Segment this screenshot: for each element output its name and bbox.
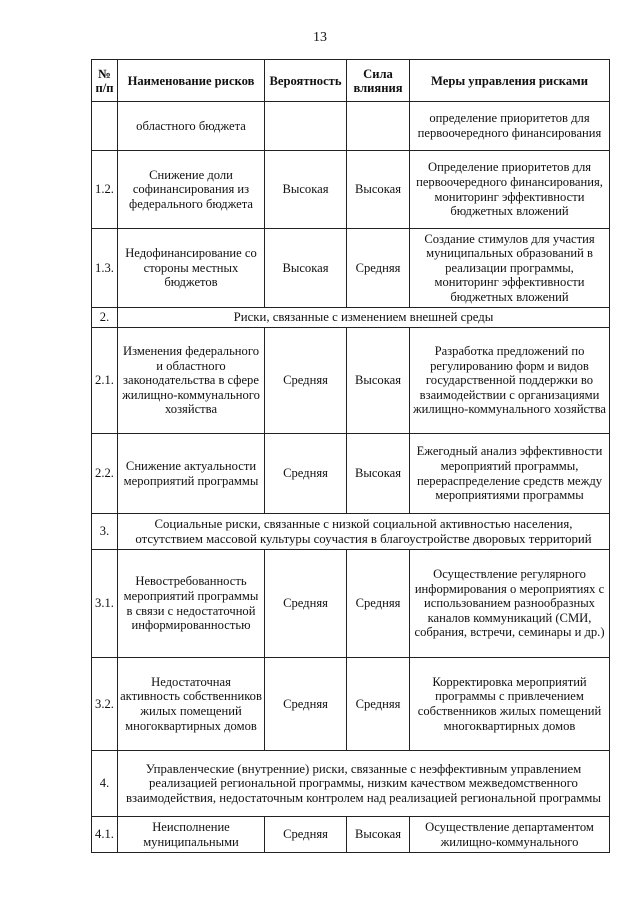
table-row bbox=[92, 151, 610, 229]
table-row bbox=[92, 102, 610, 151]
header-measures: Меры управления рисками bbox=[410, 60, 610, 102]
risk-name: Невостребованность мероприятий программы в связи с недостаточной информированностью bbox=[118, 550, 265, 658]
measures: Осуществление регулярного информирования о мероприятиях с использованием разнообразных каналов коммуникаций (СМИ, собрания, встречи, семинары и др.) bbox=[410, 550, 610, 658]
impact: Высокая bbox=[347, 434, 410, 514]
header-probability: Вероятность bbox=[265, 60, 347, 102]
risk-table bbox=[91, 59, 610, 853]
impact: Высокая bbox=[347, 151, 410, 229]
impact: Высокая bbox=[347, 817, 410, 853]
section-title: Управленческие (внутренние) риски, связанные с неэффективным управлением реализацией региональной программы, низким качеством межведомственного взаимодействия, недостаточным контролем над реализацией региональной программы bbox=[118, 751, 610, 817]
measures: Создание стимулов для участия муниципальных образований в реализации программы, мониторинг эффективности бюджетных вложений bbox=[410, 229, 610, 308]
header-impact: Сила влияния bbox=[347, 60, 410, 102]
probability: Средняя bbox=[265, 550, 347, 658]
row-num: 4.1. bbox=[92, 817, 118, 853]
row-num: 2.1. bbox=[92, 328, 118, 434]
row-num bbox=[92, 102, 118, 151]
table-row bbox=[92, 328, 610, 434]
row-num: 3.2. bbox=[92, 658, 118, 751]
row-num: 1.3. bbox=[92, 229, 118, 308]
measures: Определение приоритетов для первоочередного финансирования, мониторинг эффективности бюджетных вложений bbox=[410, 151, 610, 229]
probability: Высокая bbox=[265, 151, 347, 229]
impact bbox=[347, 102, 410, 151]
header-num: № п/п bbox=[92, 60, 118, 102]
table-header-row bbox=[92, 60, 610, 102]
row-num: 3.1. bbox=[92, 550, 118, 658]
page-number: 13 bbox=[313, 30, 327, 45]
section-num: 3. bbox=[92, 514, 118, 550]
table-row bbox=[92, 658, 610, 751]
impact: Средняя bbox=[347, 229, 410, 308]
section-title: Риски, связанные с изменением внешней среды bbox=[118, 308, 610, 328]
probability: Средняя bbox=[265, 434, 347, 514]
section-row bbox=[92, 514, 610, 550]
measures: Корректировка мероприятий программы с привлечением собственников жилых помещений многоквартирных домов bbox=[410, 658, 610, 751]
risk-name: областного бюджета bbox=[118, 102, 265, 151]
table-row bbox=[92, 229, 610, 308]
risk-name: Неисполнение муниципальными bbox=[118, 817, 265, 853]
probability: Средняя bbox=[265, 328, 347, 434]
header-risk-name: Наименование рисков bbox=[118, 60, 265, 102]
row-num: 2.2. bbox=[92, 434, 118, 514]
risk-name: Снижение актуальности мероприятий программы bbox=[118, 434, 265, 514]
impact: Средняя bbox=[347, 658, 410, 751]
measures: Ежегодный анализ эффективности мероприятий программы, перераспределение средств между мероприятиями программы bbox=[410, 434, 610, 514]
section-row bbox=[92, 308, 610, 328]
risk-name: Изменения федерального и областного законодательства в сфере жилищно-коммунального хозяйства bbox=[118, 328, 265, 434]
impact: Высокая bbox=[347, 328, 410, 434]
probability: Высокая bbox=[265, 229, 347, 308]
section-num: 2. bbox=[92, 308, 118, 328]
measures: определение приоритетов для первоочередного финансирования bbox=[410, 102, 610, 151]
table-row bbox=[92, 434, 610, 514]
probability: Средняя bbox=[265, 658, 347, 751]
measures: Осуществление департаментом жилищно-коммунального bbox=[410, 817, 610, 853]
table-row bbox=[92, 550, 610, 658]
measures: Разработка предложений по регулированию форм и видов государственной поддержки во взаимодействии с организациями жилищно-коммунального хозяйства bbox=[410, 328, 610, 434]
impact: Средняя bbox=[347, 550, 410, 658]
risk-name: Недофинансирование со стороны местных бюджетов bbox=[118, 229, 265, 308]
section-title: Социальные риски, связанные с низкой социальной активностью населения, отсутствием массовой культуры соучастия в благоустройстве дворовых территорий bbox=[118, 514, 610, 550]
risk-name: Снижение доли софинансирования из федерального бюджета bbox=[118, 151, 265, 229]
probability bbox=[265, 102, 347, 151]
section-row bbox=[92, 751, 610, 817]
row-num: 1.2. bbox=[92, 151, 118, 229]
probability: Средняя bbox=[265, 817, 347, 853]
section-num: 4. bbox=[92, 751, 118, 817]
table-row bbox=[92, 817, 610, 853]
risk-name: Недостаточная активность собственников жилых помещений многоквартирных домов bbox=[118, 658, 265, 751]
